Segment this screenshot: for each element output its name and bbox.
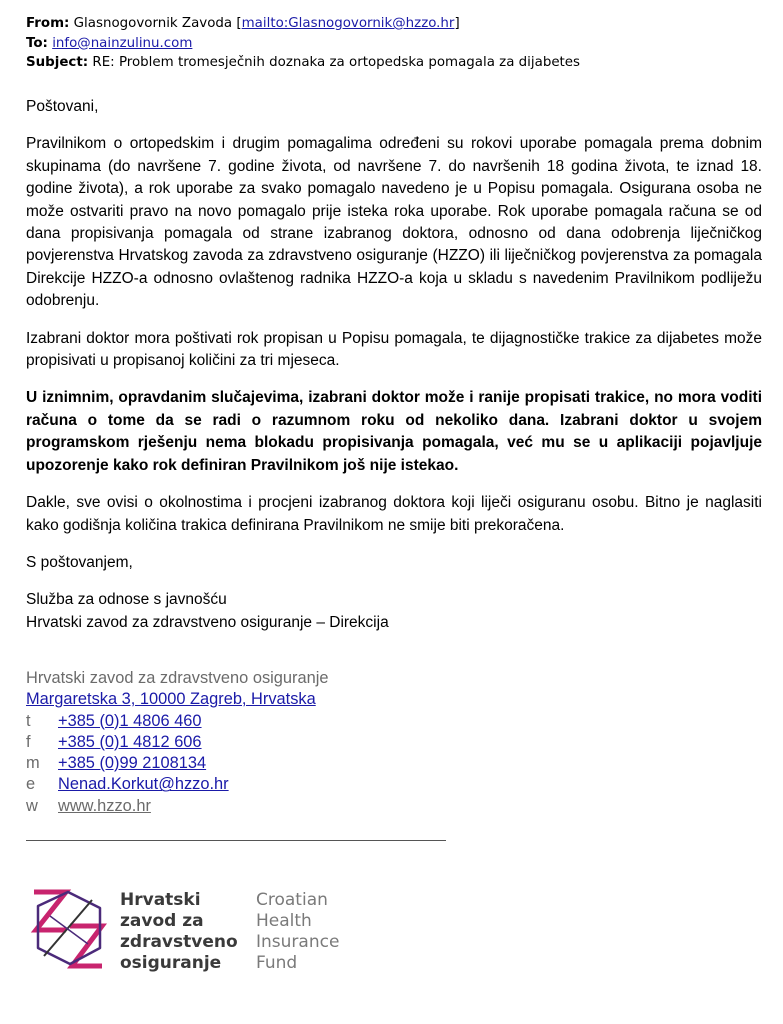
department-line-2: Hrvatski zavod za zdravstveno osiguranje – Direkcija <box>26 613 389 631</box>
contact-phone-row <box>26 711 328 732</box>
email-body <box>26 96 762 634</box>
to-email-link[interactable]: info@nainzulinu.com <box>52 35 193 51</box>
logo-en-line: Health <box>256 911 312 931</box>
contact-phone-link[interactable]: +385 (0)1 4806 460 <box>58 711 202 730</box>
paragraph-doctor: Izabrani doktor mora poštivati rok propisan u Popisu pomagala, te dijagnostičke trakice za dijabetes može propisivati u propisanoj količini za tri mjeseca. <box>26 329 762 370</box>
logo-hr-line: Hrvatski <box>120 890 201 910</box>
to-row <box>26 34 766 54</box>
to-label: To: <box>26 35 48 51</box>
logo-hr-line: zavod za <box>120 911 204 931</box>
department-block <box>26 589 762 634</box>
email-header <box>26 14 766 73</box>
from-name: Glasnogovornik Zavoda <box>73 16 233 31</box>
from-row: From: Glasnogovornik Zavoda [mailto:Glasnogovornik@hzzo.hr] <box>26 16 460 31</box>
contact-fax-row <box>26 732 328 753</box>
signature-org: Hrvatski zavod za zdravstveno osiguranje <box>26 669 329 687</box>
contact-label: f <box>26 732 31 751</box>
from-mailto-link[interactable]: mailto:Glasnogovornik@hzzo.hr <box>241 16 455 31</box>
closing: S poštovanjem, <box>26 553 133 571</box>
contact-email-row <box>26 774 328 795</box>
logo-hr-line: osiguranje <box>120 953 222 973</box>
subject-label: Subject: <box>26 55 89 70</box>
contact-label: w <box>26 796 38 815</box>
signature-address-link[interactable]: Margaretska 3, 10000 Zagreb, Hrvatska <box>26 690 316 709</box>
contact-email-link[interactable]: Nenad.Korkut@hzzo.hr <box>58 775 229 794</box>
hzzo-logo-mark-icon <box>30 886 108 972</box>
logo-en-line: Insurance <box>256 932 340 952</box>
contact-label: t <box>26 711 31 730</box>
contact-fax-link[interactable]: +385 (0)1 4812 606 <box>58 732 202 751</box>
contact-mobile-link[interactable]: +385 (0)99 2108134 <box>58 754 207 773</box>
logo-en-line: Croatian <box>256 890 328 910</box>
logo-hr-line: zdravstveno <box>120 932 238 952</box>
signature-block <box>26 668 328 817</box>
subject-text: RE: Problem tromesječnih doznaka za ortopedska pomagala za dijabetes <box>92 55 581 70</box>
logo-english-name <box>256 890 339 974</box>
department-line-1: Služba za odnose s javnošću <box>26 591 227 609</box>
contact-label: e <box>26 775 36 794</box>
signature-divider <box>26 840 446 841</box>
hzzo-logo <box>30 886 530 986</box>
greeting: Poštovani, <box>26 98 99 115</box>
subject-row <box>26 53 766 73</box>
contact-web-row <box>26 796 328 817</box>
paragraph-conclusion: Dakle, sve ovisi o okolnostima i procjeni izabranog doktora koji liječi osiguranu osobu. Bitno je naglasiti kako godišnja količina trakica definirana Pravilnikom ne smije biti prekoračena. <box>26 494 762 534</box>
from-label: From: <box>26 16 70 31</box>
contact-label: m <box>26 754 40 773</box>
contact-mobile-row <box>26 753 328 774</box>
logo-en-line: Fund <box>256 953 298 973</box>
paragraph-rules: Pravilnikom o ortopedskim i drugim pomagalima određeni su rokovi uporabe pomagala prema dobnim skupinama (do navršene 7. godine života, od navršene 7. do navršenih 18 godina života, te iznad 18. godine života), a rok uporabe za svako pomagalo navedeno je u Popisu pomagala. Osigurana osoba ne može ostvariti pravo na novo pomagalo prije isteka roka uporabe. Rok uporabe pomagala računa se od dana propisivanja pomagala od strane izabranog doktora, odnosno od dana odobrenja liječničkog povjerenstva Hrvatskog zavoda za zdravstveno osiguranje (HZZO) ili liječničkog povjerenstva za pomagala Direkcije HZZO-a odnosno ovlaštenog radnika HZZO-a koja u skladu s navedenim Pravilnikom podliježu odobrenju. <box>26 135 762 310</box>
logo-croatian-name <box>120 890 238 974</box>
contact-web-link[interactable]: www.hzzo.hr <box>58 796 151 815</box>
paragraph-exceptions: U iznimnim, opravdanim slučajevima, izabrani doktor može i ranije propisati trakice, no mora voditi računa o tome da se radi o razumnom roku od nekoliko dana. Izabrani doktor u svojem programskom rješenju nema blokadu propisivanja pomagala, već mu se u aplikaciji pojavljuje upozorenje kako rok definiran Pravilnikom još nije istekao. <box>26 389 762 474</box>
